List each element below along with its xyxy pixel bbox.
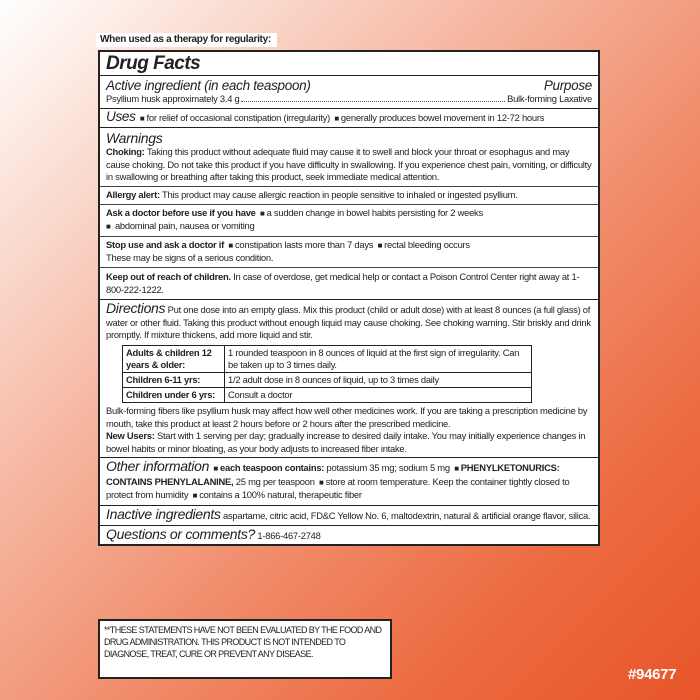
drug-facts-panel [98, 50, 600, 546]
bullet-icon: ■ [213, 464, 219, 474]
other-information-heading: Other information [106, 458, 210, 475]
purpose: Bulk-forming Laxative [507, 93, 592, 104]
warnings-heading: Warnings [106, 130, 163, 147]
leader-dots [241, 101, 505, 102]
other-info-label: PHENYLKETONURICS: CONTAINS PHENYLALANINE, [106, 462, 560, 487]
allergy-text: This product may cause allergic reaction in people sensitive to inhaled or ingested psyllium. [162, 188, 518, 200]
bullet-icon: ■ [334, 113, 339, 123]
allergy-label: Allergy alert: [106, 188, 160, 200]
new-users-label: New Users: [106, 430, 155, 442]
questions-phone: 1-866-467-2748 [257, 529, 321, 541]
choking-text: Taking this product without adequate fluid may cause it to swell and block your throat or esophagus and may cause choking. Do not take this product if you have difficulty in swallowing. If you experience chest pain, vomiting, or difficulty in swallowing or breathing after taking this product, seek immediate medical attention. [106, 146, 592, 183]
stop-item: constipation lasts more than 7 days [234, 238, 374, 250]
uses-heading: Uses [106, 108, 136, 124]
active-ingredient-heading: Active ingredient (in each teaspoon) [106, 78, 311, 93]
inactive-ingredients-text: aspartame, citric acid, FD&C Yellow No. 6, maltodextrin, natural & artificial orange flavor, silica. [223, 510, 591, 522]
new-users-text: Start with 1 serving per day; gradually increase to desired daily intake. You may initially experience changes in bowel habits or minor bloating, as your body adjusts to increased fiber intake. [106, 430, 586, 454]
dosage-table [122, 345, 532, 403]
other-info-text: potassium 35 mg; sodium 5 mg [326, 462, 450, 474]
other-information-section [100, 458, 598, 506]
dose-label: Children under 6 yrs: [123, 387, 225, 402]
warnings-choking-section [100, 128, 598, 187]
bullet-icon: ■ [192, 491, 198, 501]
dose-label: Children 6-11 yrs: [123, 372, 225, 387]
active-ingredient-section [100, 76, 598, 109]
bullet-icon: ■ [454, 464, 459, 474]
bullet-icon: ■ [377, 240, 383, 250]
other-info-text: store at room temperature. Keep the container tightly closed to protect from humidity [106, 475, 570, 501]
bullet-icon: ■ [139, 113, 145, 123]
uses-section [100, 109, 598, 129]
fiber-note: Bulk-forming fibers like psyllium husk may affect how well other medicines work. If you are taking a prescription medicine by mouth, take this product at least 2 hours before or 2 hours after the prescribed medicine. [106, 404, 588, 429]
table-row [123, 387, 532, 402]
bullet-icon: ■ [319, 477, 324, 487]
therapy-label: When used as a therapy for regularity: [96, 33, 277, 47]
other-info-text: 25 mg per teaspoon [235, 475, 315, 487]
use-item: generally produces bowel movement in 12-72 hours [340, 111, 545, 123]
questions-section [100, 526, 598, 545]
keep-out-section [100, 268, 598, 300]
inactive-ingredients-section [100, 506, 598, 526]
directions-heading: Directions [106, 300, 166, 317]
inactive-ingredients-heading: Inactive ingredients [106, 506, 221, 523]
stop-item: rectal bleeding occurs [384, 238, 470, 250]
purpose-heading: Purpose [543, 78, 592, 93]
ask-item: abdominal pain, nausea or vomiting [114, 220, 255, 232]
ask-item: a sudden change in bowel habits persisting for 2 weeks [266, 206, 483, 218]
bullet-icon: ■ [106, 222, 111, 232]
directions-section [100, 300, 598, 458]
drug-facts-title: Drug Facts [106, 53, 201, 74]
table-row [123, 345, 532, 372]
use-item: for relief of occasional constipation (irregularity) [146, 111, 330, 123]
other-info-text: contains a 100% natural, therapeutic fiber [199, 489, 362, 501]
drug-facts-title-section [100, 52, 598, 76]
dose-label: Adults & children 12 years & older: [123, 345, 225, 372]
keep-out-label: Keep out of reach of children. [106, 270, 231, 282]
keep-out-text: In case of overdose, get medical help or contact a Poison Control Center right away at 1-800-222-1222. [106, 270, 580, 295]
item-code: #94677 [628, 666, 677, 683]
dose-value: Consult a doctor [225, 387, 532, 402]
dose-value: 1/2 adult dose in 8 ounces of liquid, up to 3 times daily [225, 372, 532, 387]
active-ingredient: Psyllium husk approximately 3.4 g [106, 93, 240, 104]
stop-use-section [100, 237, 598, 268]
stop-note: These may be signs of a serious condition. [106, 252, 274, 264]
fda-disclaimer: **THESE STATEMENTS HAVE NOT BEEN EVALUATED BY THE FOOD AND DRUG ADMINISTRATION. THIS PRODUCT IS NOT INTENDED TO DIAGNOSE, TREAT, CURE OR PREVENT ANY DISEASE. [98, 619, 392, 679]
allergy-section [100, 187, 598, 205]
stop-use-label: Stop use and ask a doctor if [106, 238, 225, 250]
table-row [123, 372, 532, 387]
dose-value: 1 rounded teaspoon in 8 ounces of liquid at the first sign of irregularity. Can be taken up to 3 times daily. [225, 345, 532, 372]
other-info-label: each teaspoon contains: [220, 462, 325, 474]
directions-text: Put one dose into an empty glass. Mix this product (child or adult dose) with at least 8 ounces (a full glass) of water or other fluid. Taking this product without enough liquid may cause choking. See choking warning. Stir briskly and drink promptly. If mixture thickens, add more liquid and stir. [106, 304, 591, 341]
choking-label: Choking: [106, 146, 145, 158]
ask-doctor-section [100, 205, 598, 237]
bullet-icon: ■ [260, 208, 265, 218]
bullet-icon: ■ [228, 240, 233, 250]
questions-heading: Questions or comments? [106, 525, 256, 542]
ask-doctor-label: Ask a doctor before use if you have [106, 206, 256, 218]
